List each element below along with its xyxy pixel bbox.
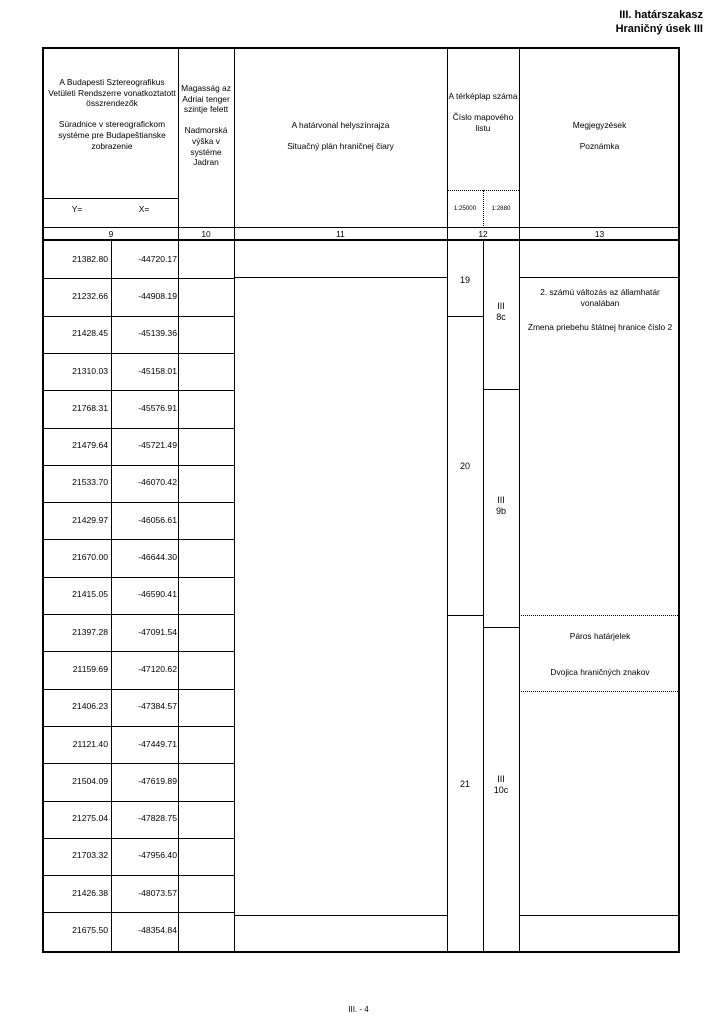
coord-x: -47384.57	[138, 701, 177, 712]
table-row	[44, 838, 234, 875]
col11-top-segment-line	[234, 277, 447, 278]
col9-subheader-divider	[44, 198, 178, 199]
coord-y: 21382.80	[72, 253, 108, 264]
table-row	[44, 353, 234, 390]
col9-x-label: X=	[138, 204, 150, 214]
col11-bottom-segment-line	[234, 915, 447, 916]
col9-header: A Budapesti Sztereografikus Vetületi Rendszerre vonatkoztatott összrendezők Súradnice v stereografickom systéme pre Budapeštianske zobrazenie	[48, 77, 176, 151]
coord-y: 21310.03	[72, 365, 108, 376]
coord-x: -45721.49	[138, 440, 177, 451]
coord-y: 21159.69	[72, 663, 108, 674]
note-change-hu: 2. számú változás az államhatár vonalában	[540, 287, 660, 308]
table-row	[44, 241, 234, 278]
note-pair-sk: Dvojica hraničných znakov	[550, 667, 650, 677]
table-row	[44, 763, 234, 800]
coord-y: 21429.97	[72, 514, 108, 525]
section-title-sk: Hraničný úsek III	[615, 23, 703, 35]
table-row	[44, 465, 234, 502]
col13-bottom-line	[519, 915, 678, 916]
coord-y: 21428.45	[72, 328, 108, 339]
page-header	[616, 8, 703, 36]
section-title-hu: III. határszakasz	[619, 9, 703, 21]
sheet25000-21: 21	[459, 779, 470, 789]
col-number-10: 10	[201, 229, 211, 239]
col12-header: A térképlap száma Číslo mapového listu	[448, 91, 518, 133]
coord-y: 21232.66	[72, 290, 108, 301]
coord-x: -47619.89	[138, 775, 177, 786]
coord-y: 21479.64	[72, 440, 108, 451]
coord-y: 21670.00	[72, 552, 108, 563]
col-number-9: 9	[108, 229, 114, 239]
sheet2880-line-2	[483, 627, 519, 628]
col13-dotted-line-2	[519, 691, 678, 692]
coord-x: -47956.40	[138, 850, 177, 861]
coord-y: 21675.50	[72, 925, 108, 936]
boundary-table	[42, 47, 680, 953]
table-row	[44, 912, 234, 949]
col12-scale-2880: 1:2880	[491, 205, 511, 212]
sheet25000-line-2	[447, 615, 483, 616]
coord-y: 21397.28	[72, 626, 108, 637]
col-number-11: 11	[336, 229, 345, 239]
table-row	[44, 651, 234, 688]
col10-header: Magasság az Adriai tenger szintje felett Nadmorská výška v systéme Jadran	[181, 83, 231, 168]
coord-x: -47828.75	[138, 813, 177, 824]
col11-header: A határvonal helyszínrajza Situačný plán hraničnej čiary	[287, 120, 394, 152]
coord-y: 21275.04	[72, 813, 108, 824]
col-number-12: 12	[478, 229, 488, 239]
col12-scale-vdivider	[483, 190, 484, 228]
col-number-13: 13	[594, 229, 605, 239]
coord-x: -46070.42	[138, 477, 177, 488]
coord-x: -46056.61	[138, 514, 177, 525]
coord-y: 21121.40	[72, 738, 108, 749]
coord-x: -47120.62	[138, 663, 177, 674]
coord-x: -48354.84	[138, 925, 177, 936]
table-row	[44, 801, 234, 838]
coord-y: 21415.05	[72, 589, 108, 600]
note-change-sk: Zmena priebehu štátnej hranice číslo 2	[527, 322, 673, 332]
table-row	[44, 689, 234, 726]
col9-y-label: Y=	[71, 204, 83, 214]
table-row	[44, 502, 234, 539]
header-bottom-line	[44, 227, 678, 228]
table-row	[44, 390, 234, 427]
table-row	[44, 726, 234, 763]
coord-x: -44720.17	[138, 253, 177, 264]
table-row	[44, 316, 234, 353]
vline-col13	[519, 49, 520, 951]
note-pair-hu: Páros határjelek	[569, 631, 631, 641]
table-row	[44, 614, 234, 651]
coord-y: 21533.70	[72, 477, 108, 488]
coord-x: -45576.91	[138, 402, 177, 413]
coord-y: 21406.23	[72, 701, 108, 712]
sheet25000-20: 20	[459, 461, 470, 471]
sheet25000-line-1	[447, 316, 483, 317]
sheet25000-19: 19	[459, 275, 470, 285]
coord-y: 21504.09	[72, 775, 108, 786]
page-footer: III. - 4	[348, 1005, 369, 1014]
coord-x: -47091.54	[138, 626, 177, 637]
col13-header: Megjegyzések Poznámka	[572, 120, 627, 152]
table-row	[44, 577, 234, 614]
table-row	[44, 875, 234, 912]
table-row	[44, 428, 234, 465]
vline-col11	[234, 49, 235, 951]
coord-x: -47449.71	[138, 738, 177, 749]
coord-x: -46644.30	[138, 552, 177, 563]
col13-dotted-line-1	[519, 615, 678, 616]
sheet2880-8c: III 8c	[496, 301, 506, 322]
table-row	[44, 278, 234, 315]
coord-x: -46590.41	[138, 589, 177, 600]
sheet2880-line-1	[483, 389, 519, 390]
table-row	[44, 539, 234, 576]
col13-top-line	[519, 277, 678, 278]
coord-x: -48073.57	[138, 887, 177, 898]
coord-y: 21768.31	[72, 402, 108, 413]
coord-x: -45139.36	[138, 328, 177, 339]
coord-y: 21703.32	[72, 850, 108, 861]
col12-scale-25000: 1:25000	[453, 205, 477, 212]
coord-x: -44908.19	[138, 290, 177, 301]
coord-y: 21426.38	[72, 887, 108, 898]
sheet2880-9b: III 9b	[495, 495, 506, 516]
vline-col12-split	[483, 241, 484, 951]
coord-x: -45158.01	[138, 365, 177, 376]
sheet2880-10c: III 10c	[493, 774, 509, 795]
vline-col12	[447, 49, 448, 951]
